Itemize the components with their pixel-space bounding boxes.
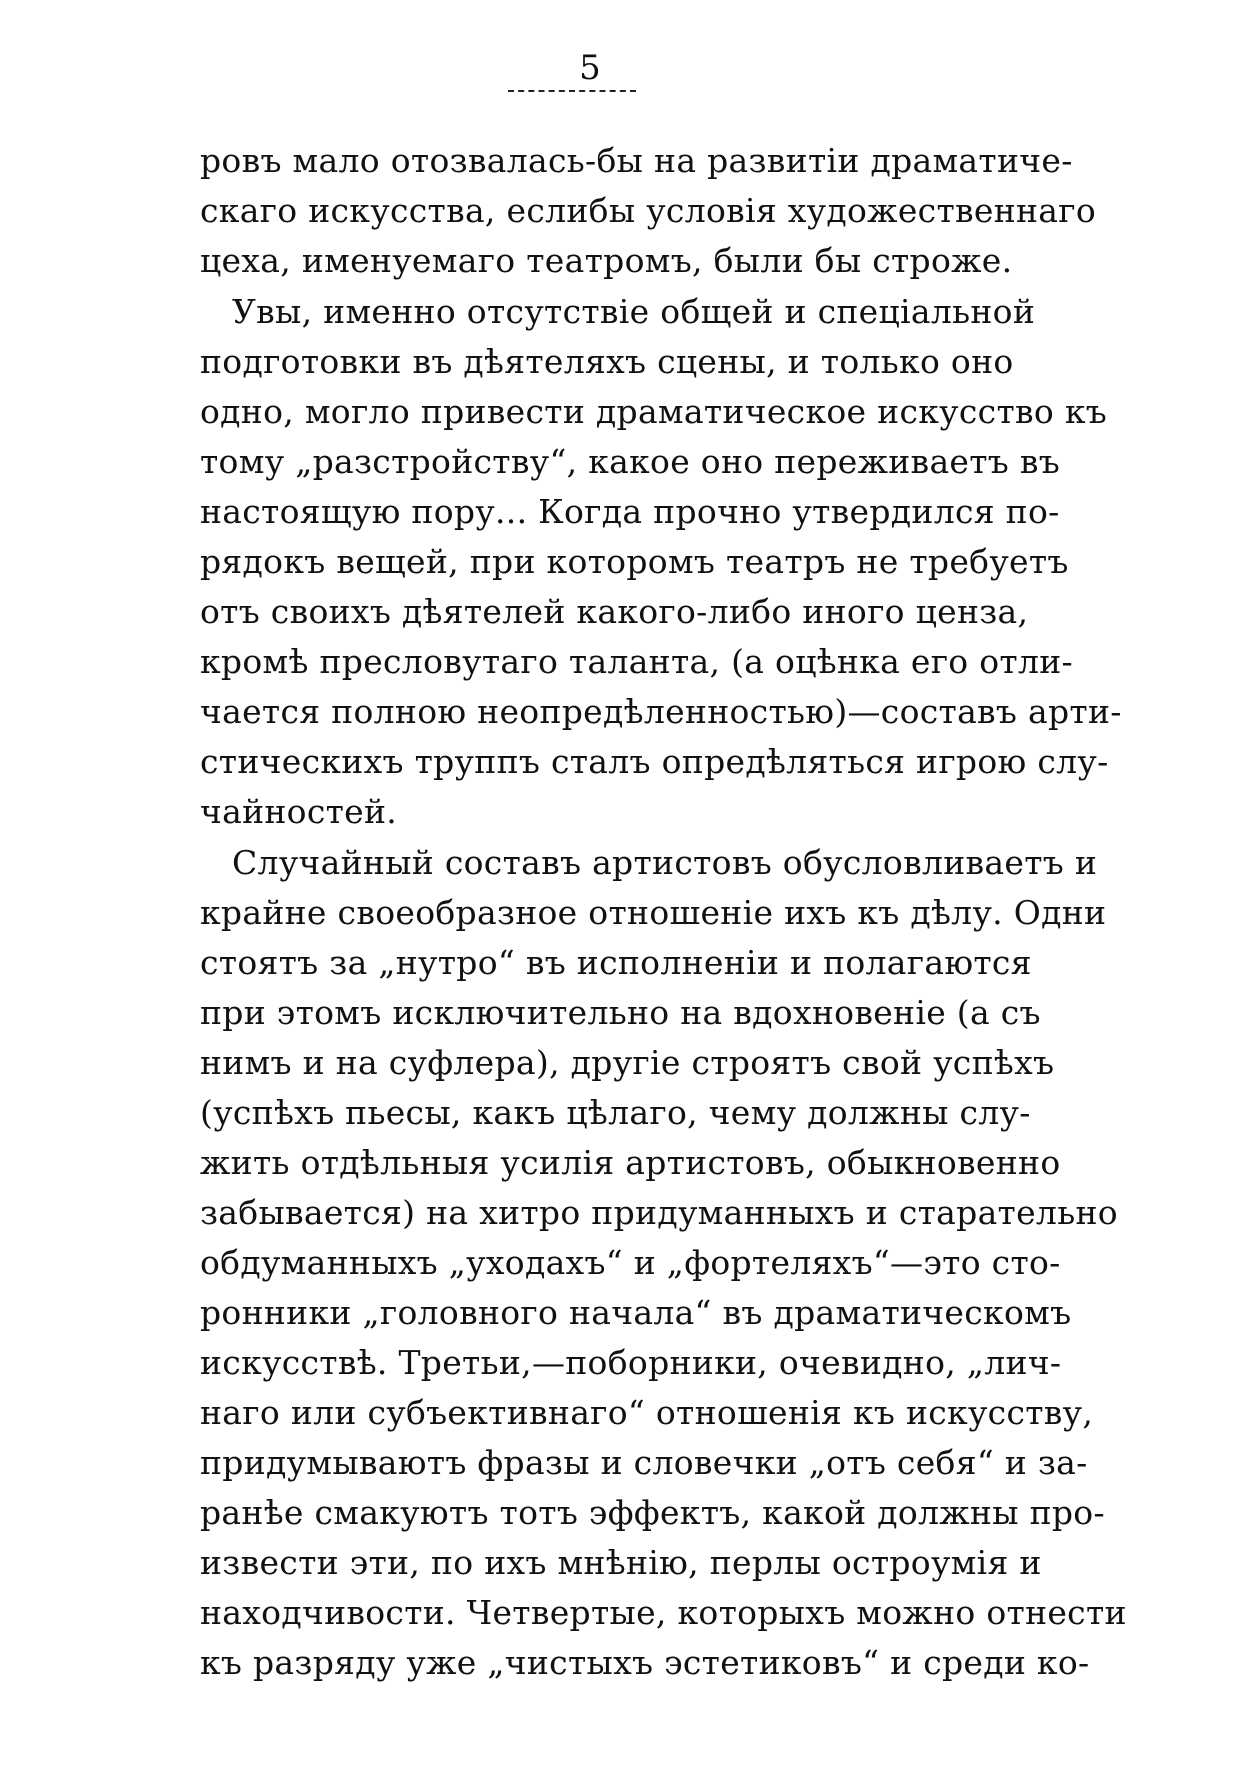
text-line: подготовки въ дѣятеляхъ сцены, и только оно — [200, 342, 1014, 381]
text-line: искусствѣ. Третьи,—поборники, очевидно, „лич- — [200, 1343, 1062, 1382]
text-line: обдуманныхъ „уходахъ“ и „фортеляхъ“—это сто- — [200, 1243, 1061, 1282]
text-line: Увы, именно отсутствіе общей и спеціальной — [232, 292, 1036, 331]
text-line: крайне своеобразное отношеніе ихъ къ дѣлу. Одни — [200, 893, 1107, 932]
text-line: кромѣ пресловутаго таланта, (а оцѣнка его отли- — [200, 642, 1074, 681]
text-line: чается полною неопредѣленностью)—составъ арти- — [200, 692, 1122, 731]
text-line: стическихъ труппъ сталъ опредѣляться игрою слу- — [200, 742, 1109, 781]
text-line: рядокъ вещей, при которомъ театръ не требуетъ — [200, 542, 1069, 581]
page-number: 5 — [579, 48, 601, 88]
text-line: извести эти, по ихъ мнѣнію, перлы остроумія и — [200, 1543, 1042, 1582]
text-line: скаго искусства, еслибы условія художественнаго — [200, 191, 1097, 230]
text-line: наго или субъективнаго“ отношенія къ искусству, — [200, 1393, 1094, 1432]
text-line: настоящую пору... Когда прочно утвердился по- — [200, 492, 1060, 531]
text-line: придумываютъ фразы и словечки „отъ себя“ и за- — [200, 1443, 1088, 1482]
text-line: находчивости. Четвертые, которыхъ можно отнести — [200, 1593, 1127, 1632]
text-line: цеха, именуемаго театромъ, были бы строже. — [200, 241, 1013, 280]
text-line: (успѣхъ пьесы, какъ цѣлаго, чему должны слу- — [200, 1093, 1031, 1132]
text-line: одно, могло привести драматическое искусство къ — [200, 392, 1108, 431]
text-line: къ разряду уже „чистыхъ эстетиковъ“ и среди ко- — [200, 1643, 1090, 1682]
page-number-rule — [508, 90, 636, 92]
text-line: чайностей. — [200, 792, 398, 831]
text-line: забывается) на хитро придуманныхъ и старательно — [200, 1193, 1118, 1232]
text-line: нимъ и на суфлера), другіе строятъ свой успѣхъ — [200, 1043, 1055, 1082]
text-line: тому „разстройству“, какое оно переживаетъ въ — [200, 442, 1061, 481]
text-line: при этомъ исключительно на вдохновеніе (а съ — [200, 993, 1041, 1032]
text-line: жить отдѣльныя усилія артистовъ, обыкновенно — [200, 1143, 1061, 1182]
text-line: ронники „головного начала“ въ драматическомъ — [200, 1293, 1072, 1332]
text-line: Случайный составъ артистовъ обусловливаетъ и — [232, 843, 1098, 882]
text-line: стоятъ за „нутро“ въ исполненіи и полагаются — [200, 943, 1032, 982]
text-line: ровъ мало отозвалась-бы на развитіи драматиче- — [200, 141, 1073, 180]
text-line: отъ своихъ дѣятелей какого-либо иного ценза, — [200, 592, 1029, 631]
text-line: ранѣе смакуютъ тотъ эффектъ, какой должны про- — [200, 1493, 1105, 1532]
